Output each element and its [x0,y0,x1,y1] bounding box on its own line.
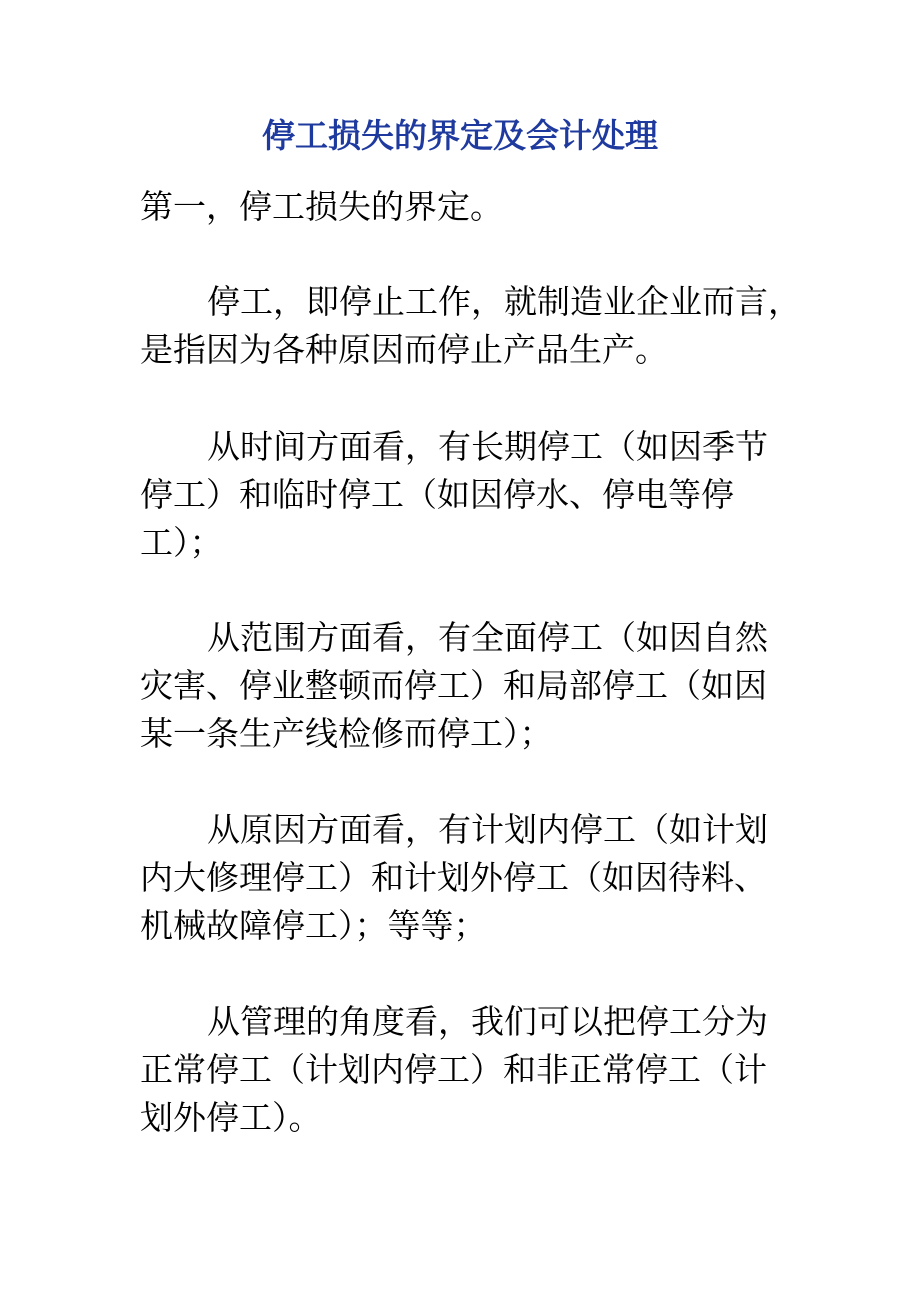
paragraph-line: 工）； [140,523,223,562]
paragraph-line: 停工）和临时停工（如因停水、停电等停 [140,475,734,514]
paragraph-cause-aspect [140,806,800,950]
paragraph-management-aspect [140,998,800,1142]
paragraph-line: 机械故障停工）；等等； [140,906,487,945]
paragraph-line: 停工，即停止工作，就制造业企业而言， [207,282,801,321]
paragraph-line: 从范围方面看，有全面停工（如因自然 [207,618,768,657]
paragraph-line: 从原因方面看，有计划内停工（如计划 [207,810,768,849]
section-heading: 第一，停工损失的界定。 [140,187,503,226]
paragraph-scope-aspect [140,614,800,758]
paragraph-line: 灾害、停业整顿而停工）和局部停工（如因 [140,666,767,705]
paragraph-line: 从时间方面看，有长期停工（如因季节 [207,427,768,466]
paragraph-line: 正常停工（计划内停工）和非正常停工（计 [140,1050,767,1089]
paragraph-time-aspect [140,423,800,567]
paragraph-line: 是指因为各种原因而停止产品生产。 [140,330,668,369]
paragraph-line: 某一条生产线检修而停工）； [140,714,553,753]
paragraph-definition [140,278,800,374]
paragraph-line: 内大修理停工）和计划外停工（如因待料、 [140,858,767,897]
document-title: 停工损失的界定及会计处理 [262,116,658,155]
paragraph-line: 从管理的角度看，我们可以把停工分为 [207,1002,768,1041]
paragraph-line: 划外停工）。 [140,1098,322,1137]
